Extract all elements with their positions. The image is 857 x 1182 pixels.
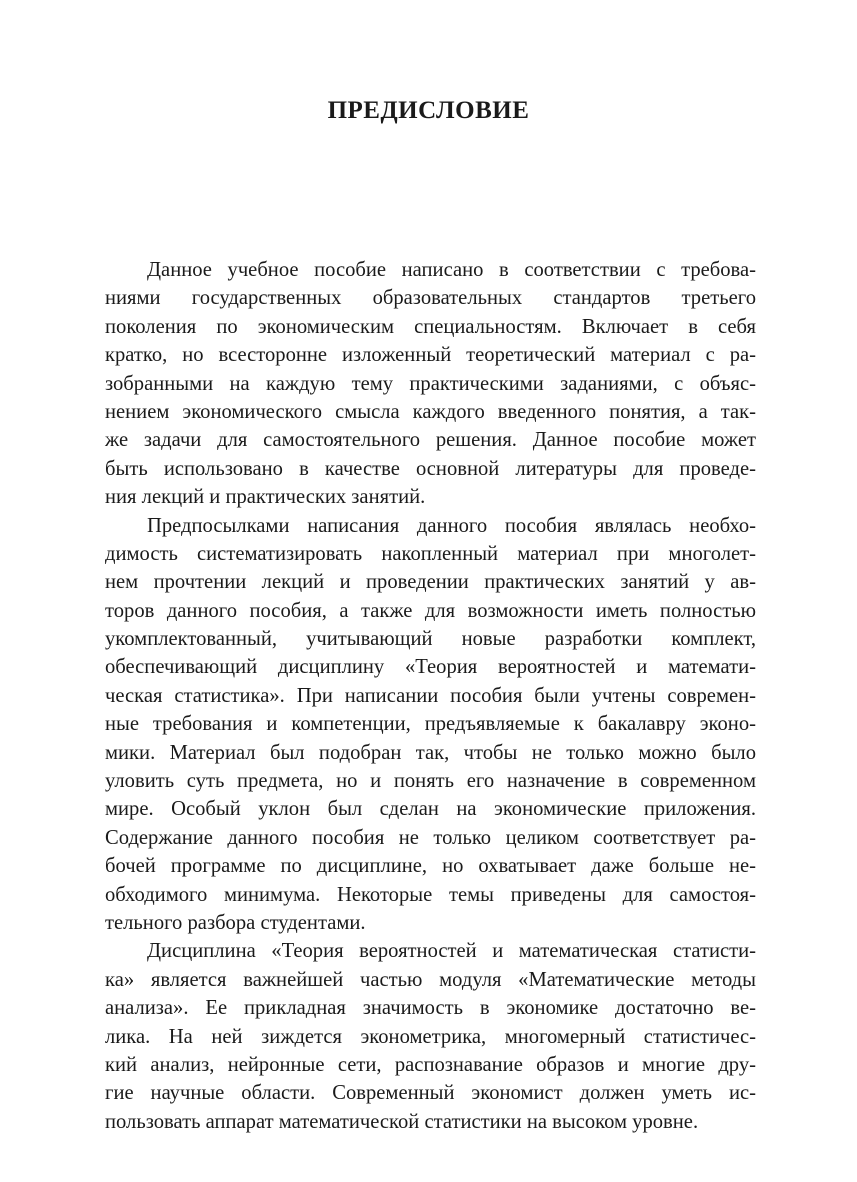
text-line: мире. Особый уклон был сделан на экономические приложения. [105, 798, 756, 821]
text-line: Содержание данного пособия не только целиком соответствует ра- [105, 826, 756, 849]
preface-text [105, 256, 756, 1136]
text-line: нением экономического смысла каждого введенного понятия, а так- [105, 400, 756, 423]
text-line: пользовать аппарат математической статистики на высоком уровне. [105, 1110, 699, 1133]
paragraph [105, 256, 756, 512]
text-line: гие научные области. Современный экономист должен уметь ис- [105, 1082, 756, 1105]
text-line: быть использовано в качестве основной литературы для проведе- [105, 457, 756, 480]
text-line: мики. Материал был подобран так, чтобы не только можно было [105, 741, 756, 764]
text-line: обеспечивающий дисциплину «Теория вероятностей и математи- [105, 656, 756, 679]
paragraph [105, 512, 756, 938]
text-line: лика. На ней зиждется эконометрика, многомерный статистичес- [105, 1025, 756, 1048]
text-line: кий анализ, нейронные сети, распознавание образов и многие дру- [105, 1053, 756, 1076]
text-line: ка» является важнейшей частью модуля «Математические методы [105, 968, 756, 991]
text-line: же задачи для самостоятельного решения. Данное пособие может [105, 429, 756, 452]
paragraph [105, 937, 756, 1136]
text-line: анализа». Ее прикладная значимость в экономике достаточно ве- [105, 997, 756, 1020]
text-line: ниями государственных образовательных стандартов третьего [105, 287, 756, 310]
text-line: ные требования и компетенции, предъявляемые к бакалавру эконо- [105, 713, 756, 736]
text-line: поколения по экономическим специальностям. Включает в себя [105, 315, 756, 338]
text-line: ческая статистика». При написании пособия были учтены современ- [105, 684, 756, 707]
text-line: Дисциплина «Теория вероятностей и математическая статисти- [147, 940, 756, 963]
text-line: Данное учебное пособие написано в соответствии с требова- [147, 259, 756, 281]
text-line: димость систематизировать накопленный материал при многолет- [105, 542, 756, 565]
page-title: ПРЕДИСЛОВИЕ [327, 97, 530, 124]
text-line: нем прочтении лекций и проведении практических занятий у ав- [105, 571, 756, 594]
text-line: тельного разбора студентами. [105, 911, 366, 934]
text-line: зобранными на каждую тему практическими заданиями, с объяс- [105, 372, 756, 395]
text-line: Предпосылками написания данного пособия являлась необхо- [147, 514, 756, 537]
text-line: ния лекций и практических занятий. [105, 486, 426, 509]
text-line: бочей программе по дисциплине, но охватывает даже больше не- [105, 855, 756, 878]
text-line: обходимого минимума. Некоторые темы приведены для самостоя- [105, 883, 756, 906]
text-line: торов данного пособия, а также для возможности иметь полностью [105, 599, 756, 622]
text-line: уловить суть предмета, но и понять его назначение в современном [105, 770, 756, 793]
text-line: кратко, но всесторонне изложенный теоретический материал с ра- [105, 344, 756, 367]
text-line: укомплектованный, учитывающий новые разработки комплект, [105, 628, 756, 651]
